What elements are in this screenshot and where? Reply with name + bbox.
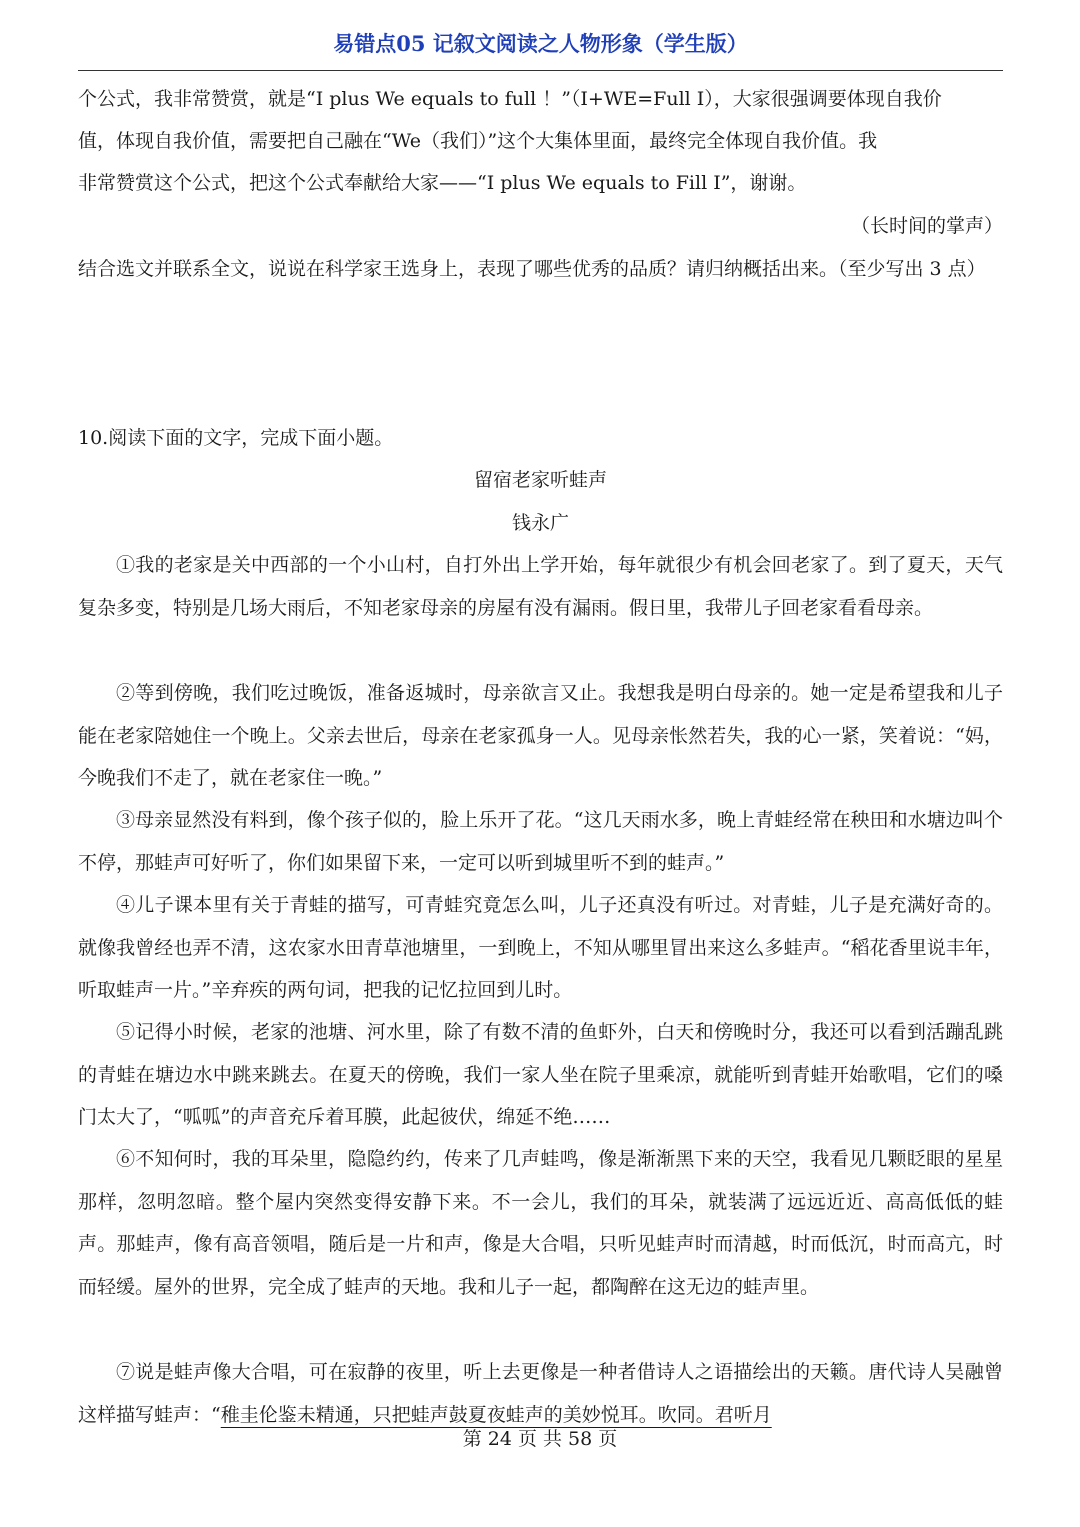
page-header-title: 易错点05 记叙文阅读之人物形象（学生版） bbox=[333, 31, 748, 56]
passage-author: 钱永广 bbox=[511, 512, 569, 534]
passage-title: 留宿老家听蛙声 bbox=[473, 469, 607, 491]
previous-passage-line-3: 非常赞赏这个公式，把这个公式奉献给大家——“I plus We equals to Fill I”，谢谢。 bbox=[78, 172, 807, 194]
header-divider bbox=[78, 70, 1003, 71]
paragraph-6: ⑥不知何时，我的耳朵里，隐隐约约，传来了几声蛙鸣，像是渐渐黑下来的天空，我看见几颗眨眼的星星那样，忽明忽暗。整个屋内突然变得安静下来。不一会儿，我们的耳朵，就装满了远远近近、高高低低的蛙声。那蛙声，像有高音领唱，随后是一片和声，像是大合唱，只听见蛙声时而清越，时而低沉，时而高亢，时而轻缓。屋外的世界，完全成了蛙声的天地。我和儿子一起，都陶醉在这无边的蛙声里。 bbox=[78, 1148, 1003, 1298]
paragraph-7-underlined-quote: 稚圭伦鉴未精通，只把蛙声鼓夏夜蛙声的美妙悦耳。吹同。君听月 bbox=[220, 1403, 772, 1426]
paragraph-7-text: ⑦说是蛙声像大合唱，可在寂静的夜里，听上去更像是一种者借诗人之语描绘出的天籁。唐代诗人吴融曾这样描写蛙声：“ bbox=[78, 1361, 1003, 1426]
paragraph-2: ②等到傍晚，我们吃过晚饭，准备返城时，母亲欲言又止。我想我是明白母亲的。她一定是希望我和儿子能在老家陪她住一个晚上。父亲去世后，母亲在老家孤身一人。见母亲怅然若失，我的心一紧，笑着说：“妈，今晚我们不走了，就在老家住一晚。” bbox=[78, 682, 1003, 789]
comprehension-question: 结合选文并联系全文，说说在科学家王选身上，表现了哪些优秀的品质？请归纳概括出来。（至少写出 3 点） bbox=[78, 258, 986, 280]
page-number-footer: 第 24 页 共 58 页 bbox=[462, 1428, 618, 1450]
previous-passage-line-1: 个公式，我非常赞赏，就是“I plus We equals to full ！”（I+WE=Full I），大家很强调要体现自我价 bbox=[78, 88, 942, 110]
paragraph-1: ①我的老家是关中西部的一个小山村，自打外出上学开始，每年就很少有机会回老家了。到了夏天，天气复杂多变，特别是几场大雨后，不知老家母亲的房屋有没有漏雨。假日里，我带儿子回老家看看母亲。 bbox=[78, 554, 1003, 619]
paragraph-4: ④儿子课本里有关于青蛙的描写，可青蛙究竟怎么叫，儿子还真没有听过。对青蛙，儿子是充满好奇的。就像我曾经也弄不清，这农家水田青草池塘里，一到晚上，不知从哪里冒出来这么多蛙声。“稻花香里说丰年，听取蛙声一片。”辛弃疾的两句词，把我的记忆拉回到儿时。 bbox=[78, 894, 1003, 1001]
previous-passage-line-2: 值，体现自我价值，需要把自己融在“We（我们）”这个大集体里面，最终完全体现自我价值。我 bbox=[78, 130, 878, 152]
stage-note: （长时间的掌声） bbox=[850, 215, 1003, 237]
paragraph-5: ⑤记得小时候，老家的池塘、河水里，除了有数不清的鱼虾外，白天和傍晚时分，我还可以看到活蹦乱跳的青蛙在塘边水中跳来跳去。在夏天的傍晚，我们一家人坐在院子里乘凉，就能听到青蛙开始歌唱，它们的嗓门太大了，“呱呱”的声音充斥着耳膜，此起彼伏，绵延不绝…… bbox=[78, 1021, 1003, 1128]
paragraph-3: ③母亲显然没有料到，像个孩子似的，脸上乐开了花。“这几天雨水多，晚上青蛙经常在秧田和水塘边叫个不停，那蛙声可好听了，你们如果留下来，一定可以听到城里听不到的蛙声。” bbox=[78, 809, 1003, 874]
question-10-instruction: 10.阅读下面的文字，完成下面小题。 bbox=[78, 427, 394, 449]
